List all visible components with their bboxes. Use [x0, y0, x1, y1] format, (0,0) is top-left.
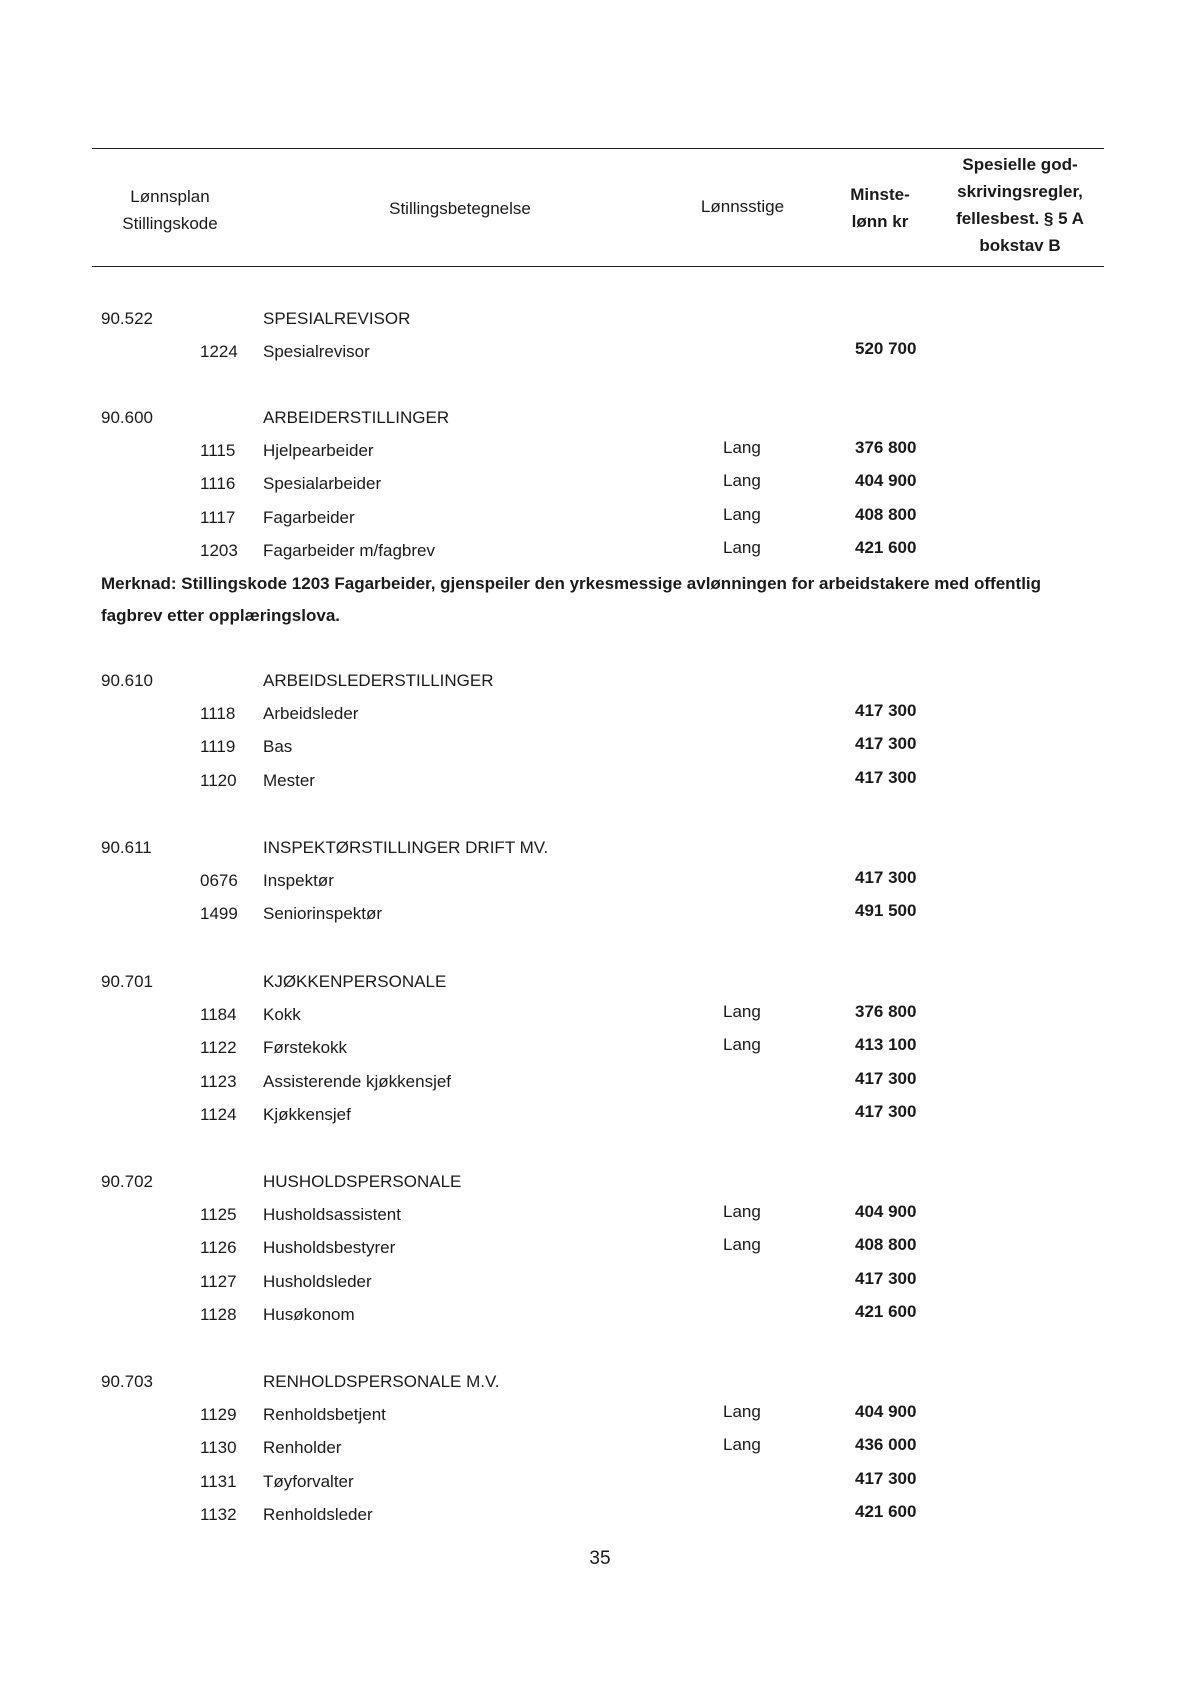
row-title: Fagarbeider — [263, 508, 355, 527]
group-plan: 90.701 — [101, 972, 153, 991]
row-minlonn: 417 300 — [855, 868, 917, 887]
row-title: Bas — [263, 737, 293, 756]
row-code: 1124 — [200, 1105, 237, 1124]
table-row — [0, 1035, 1200, 1068]
group-title: SPESIALREVISOR — [263, 309, 411, 328]
row-code: 1130 — [200, 1438, 237, 1457]
header-spesielle-line3: fellesbest. § 5 A — [956, 209, 1084, 228]
table-row — [0, 1002, 1200, 1035]
table-row — [0, 505, 1200, 538]
table-row — [0, 438, 1200, 471]
row-title: Spesialrevisor — [263, 342, 370, 361]
row-minlonn: 421 600 — [855, 538, 917, 557]
row-minlonn: 376 800 — [855, 1002, 917, 1021]
row-minlonn: 408 800 — [855, 505, 917, 524]
header-spesielle-line2: skrivingsregler, — [957, 182, 1083, 201]
row-ladder: Lang — [723, 438, 761, 457]
row-title: Mester — [263, 771, 315, 790]
row-title: Inspektør — [263, 871, 334, 890]
row-code: 1115 — [200, 441, 236, 460]
row-minlonn: 421 600 — [855, 1302, 917, 1321]
table-row — [0, 1069, 1200, 1102]
table-row — [0, 701, 1200, 734]
row-title: Kjøkkensjef — [263, 1105, 351, 1124]
group-header-row — [0, 309, 1200, 339]
row-title: Tøyforvalter — [263, 1472, 354, 1491]
row-minlonn: 417 300 — [855, 701, 917, 720]
table-row — [0, 901, 1200, 934]
row-title: Renholder — [263, 1438, 342, 1457]
group-header-row — [0, 972, 1200, 1002]
row-title: Førstekokk — [263, 1038, 348, 1057]
header-spesielle — [935, 151, 1105, 259]
row-ladder: Lang — [723, 538, 761, 557]
group-header-row — [0, 671, 1200, 701]
row-minlonn: 376 800 — [855, 438, 917, 457]
note-line2: fagbrev etter opplæringslova. — [101, 606, 340, 625]
row-ladder: Lang — [723, 1435, 761, 1454]
group-header-row — [0, 1372, 1200, 1402]
row-ladder: Lang — [723, 1202, 761, 1221]
header-lonnsplan-line2: Stillingskode — [122, 214, 218, 233]
row-ladder: Lang — [723, 471, 761, 490]
row-minlonn: 421 600 — [855, 1502, 917, 1521]
row-minlonn: 491 500 — [855, 901, 917, 920]
row-minlonn: 417 300 — [855, 734, 917, 753]
row-title: Spesialarbeider — [263, 474, 382, 493]
row-title: Hjelpearbeider — [263, 441, 374, 460]
row-code: 1132 — [200, 1505, 237, 1524]
table-row — [0, 1102, 1200, 1135]
row-code: 1224 — [200, 342, 238, 361]
table-row — [0, 734, 1200, 767]
row-title: Husøkonom — [263, 1305, 355, 1324]
header-spesielle-line1: Spesielle god- — [962, 155, 1078, 174]
row-title: Fagarbeider m/fagbrev — [263, 541, 435, 560]
table-row — [0, 1269, 1200, 1302]
group-plan: 90.703 — [101, 1372, 153, 1391]
note-merknad — [101, 568, 1101, 632]
header-lonnsplan-line1: Lønnsplan — [130, 187, 210, 206]
row-code: 1125 — [200, 1205, 237, 1224]
row-title: Husholdsassistent — [263, 1205, 401, 1224]
header-lonnsstige: Lønnsstige — [700, 197, 785, 216]
row-title: Assisterende kjøkkensjef — [263, 1072, 452, 1091]
row-code: 1118 — [200, 704, 236, 723]
row-minlonn: 413 100 — [855, 1035, 917, 1054]
group-header-row — [0, 838, 1200, 868]
row-code: 1126 — [200, 1238, 237, 1257]
row-code: 1131 — [200, 1472, 237, 1491]
group-header-row — [0, 408, 1200, 438]
group-title: HUSHOLDSPERSONALE — [263, 1172, 462, 1191]
table-row — [0, 471, 1200, 504]
row-minlonn: 436 000 — [855, 1435, 917, 1454]
row-code: 1184 — [200, 1005, 237, 1024]
row-ladder: Lang — [723, 1035, 761, 1054]
row-title: Arbeidsleder — [263, 704, 359, 723]
header-top-rule — [92, 148, 1104, 149]
header-lonnsplan — [100, 183, 240, 237]
row-code: 1117 — [200, 508, 236, 527]
row-title: Husholdsbestyrer — [263, 1238, 396, 1257]
header-bottom-rule — [92, 266, 1104, 267]
header-minstelonn-line1: Minste- — [850, 185, 910, 204]
row-code: 1122 — [200, 1038, 237, 1057]
group-plan: 90.611 — [101, 838, 152, 857]
group-title: ARBEIDERSTILLINGER — [263, 408, 450, 427]
table-row — [0, 768, 1200, 801]
row-minlonn: 404 900 — [855, 471, 917, 490]
row-minlonn: 520 700 — [855, 339, 917, 358]
row-minlonn: 417 300 — [855, 1069, 917, 1088]
row-code: 0676 — [200, 871, 238, 890]
row-code: 1123 — [200, 1072, 237, 1091]
table-row — [0, 1235, 1200, 1268]
row-ladder: Lang — [723, 505, 761, 524]
table-row — [0, 1469, 1200, 1502]
table-row — [0, 1402, 1200, 1435]
group-plan: 90.610 — [101, 671, 153, 690]
table-row — [0, 868, 1200, 901]
row-minlonn: 408 800 — [855, 1235, 917, 1254]
group-title: KJØKKENPERSONALE — [263, 972, 447, 991]
row-code: 1129 — [200, 1405, 237, 1424]
row-minlonn: 417 300 — [855, 1102, 917, 1121]
group-title: ARBEIDSLEDERSTILLINGER — [263, 671, 494, 690]
row-title: Seniorinspektør — [263, 904, 383, 923]
row-ladder: Lang — [723, 1235, 761, 1254]
group-plan: 90.522 — [101, 309, 153, 328]
row-ladder: Lang — [723, 1002, 761, 1021]
group-plan: 90.702 — [101, 1172, 153, 1191]
page-number: 35 — [589, 1548, 611, 1569]
header-minstelonn — [825, 181, 935, 235]
row-ladder: Lang — [723, 1402, 761, 1421]
group-plan: 90.600 — [101, 408, 153, 427]
row-title: Renholdsleder — [263, 1505, 373, 1524]
row-title: Renholdsbetjent — [263, 1405, 386, 1424]
header-minstelonn-line2: lønn kr — [851, 212, 909, 231]
row-title: Husholdsleder — [263, 1272, 372, 1291]
row-minlonn: 417 300 — [855, 1269, 917, 1288]
group-title: RENHOLDSPERSONALE M.V. — [263, 1372, 500, 1391]
table-row — [0, 1302, 1200, 1335]
row-minlonn: 404 900 — [855, 1402, 917, 1421]
table-row — [0, 1502, 1200, 1535]
row-minlonn: 404 900 — [855, 1202, 917, 1221]
row-code: 1499 — [200, 904, 238, 923]
row-code: 1120 — [200, 771, 237, 790]
table-row — [0, 538, 1200, 571]
row-code: 1119 — [200, 737, 236, 756]
group-header-row — [0, 1172, 1200, 1202]
row-minlonn: 417 300 — [855, 768, 917, 787]
row-minlonn: 417 300 — [855, 1469, 917, 1488]
table-row — [0, 1202, 1200, 1235]
table-row — [0, 1435, 1200, 1468]
note-line1: Merknad: Stillingskode 1203 Fagarbeider, gjenspeiler den yrkesmessige avlønningen for arbeidstakere med offentlig — [101, 574, 1042, 593]
row-code: 1203 — [200, 541, 238, 560]
table-row — [0, 339, 1200, 372]
group-title: INSPEKTØRSTILLINGER DRIFT MV. — [263, 838, 549, 857]
row-code: 1127 — [200, 1272, 237, 1291]
header-spesielle-line4: bokstav B — [979, 236, 1061, 255]
row-code: 1116 — [200, 474, 236, 493]
header-stillingsbetegnelse: Stillingsbetegnelse — [389, 199, 531, 218]
row-title: Kokk — [263, 1005, 301, 1024]
row-code: 1128 — [200, 1305, 237, 1324]
